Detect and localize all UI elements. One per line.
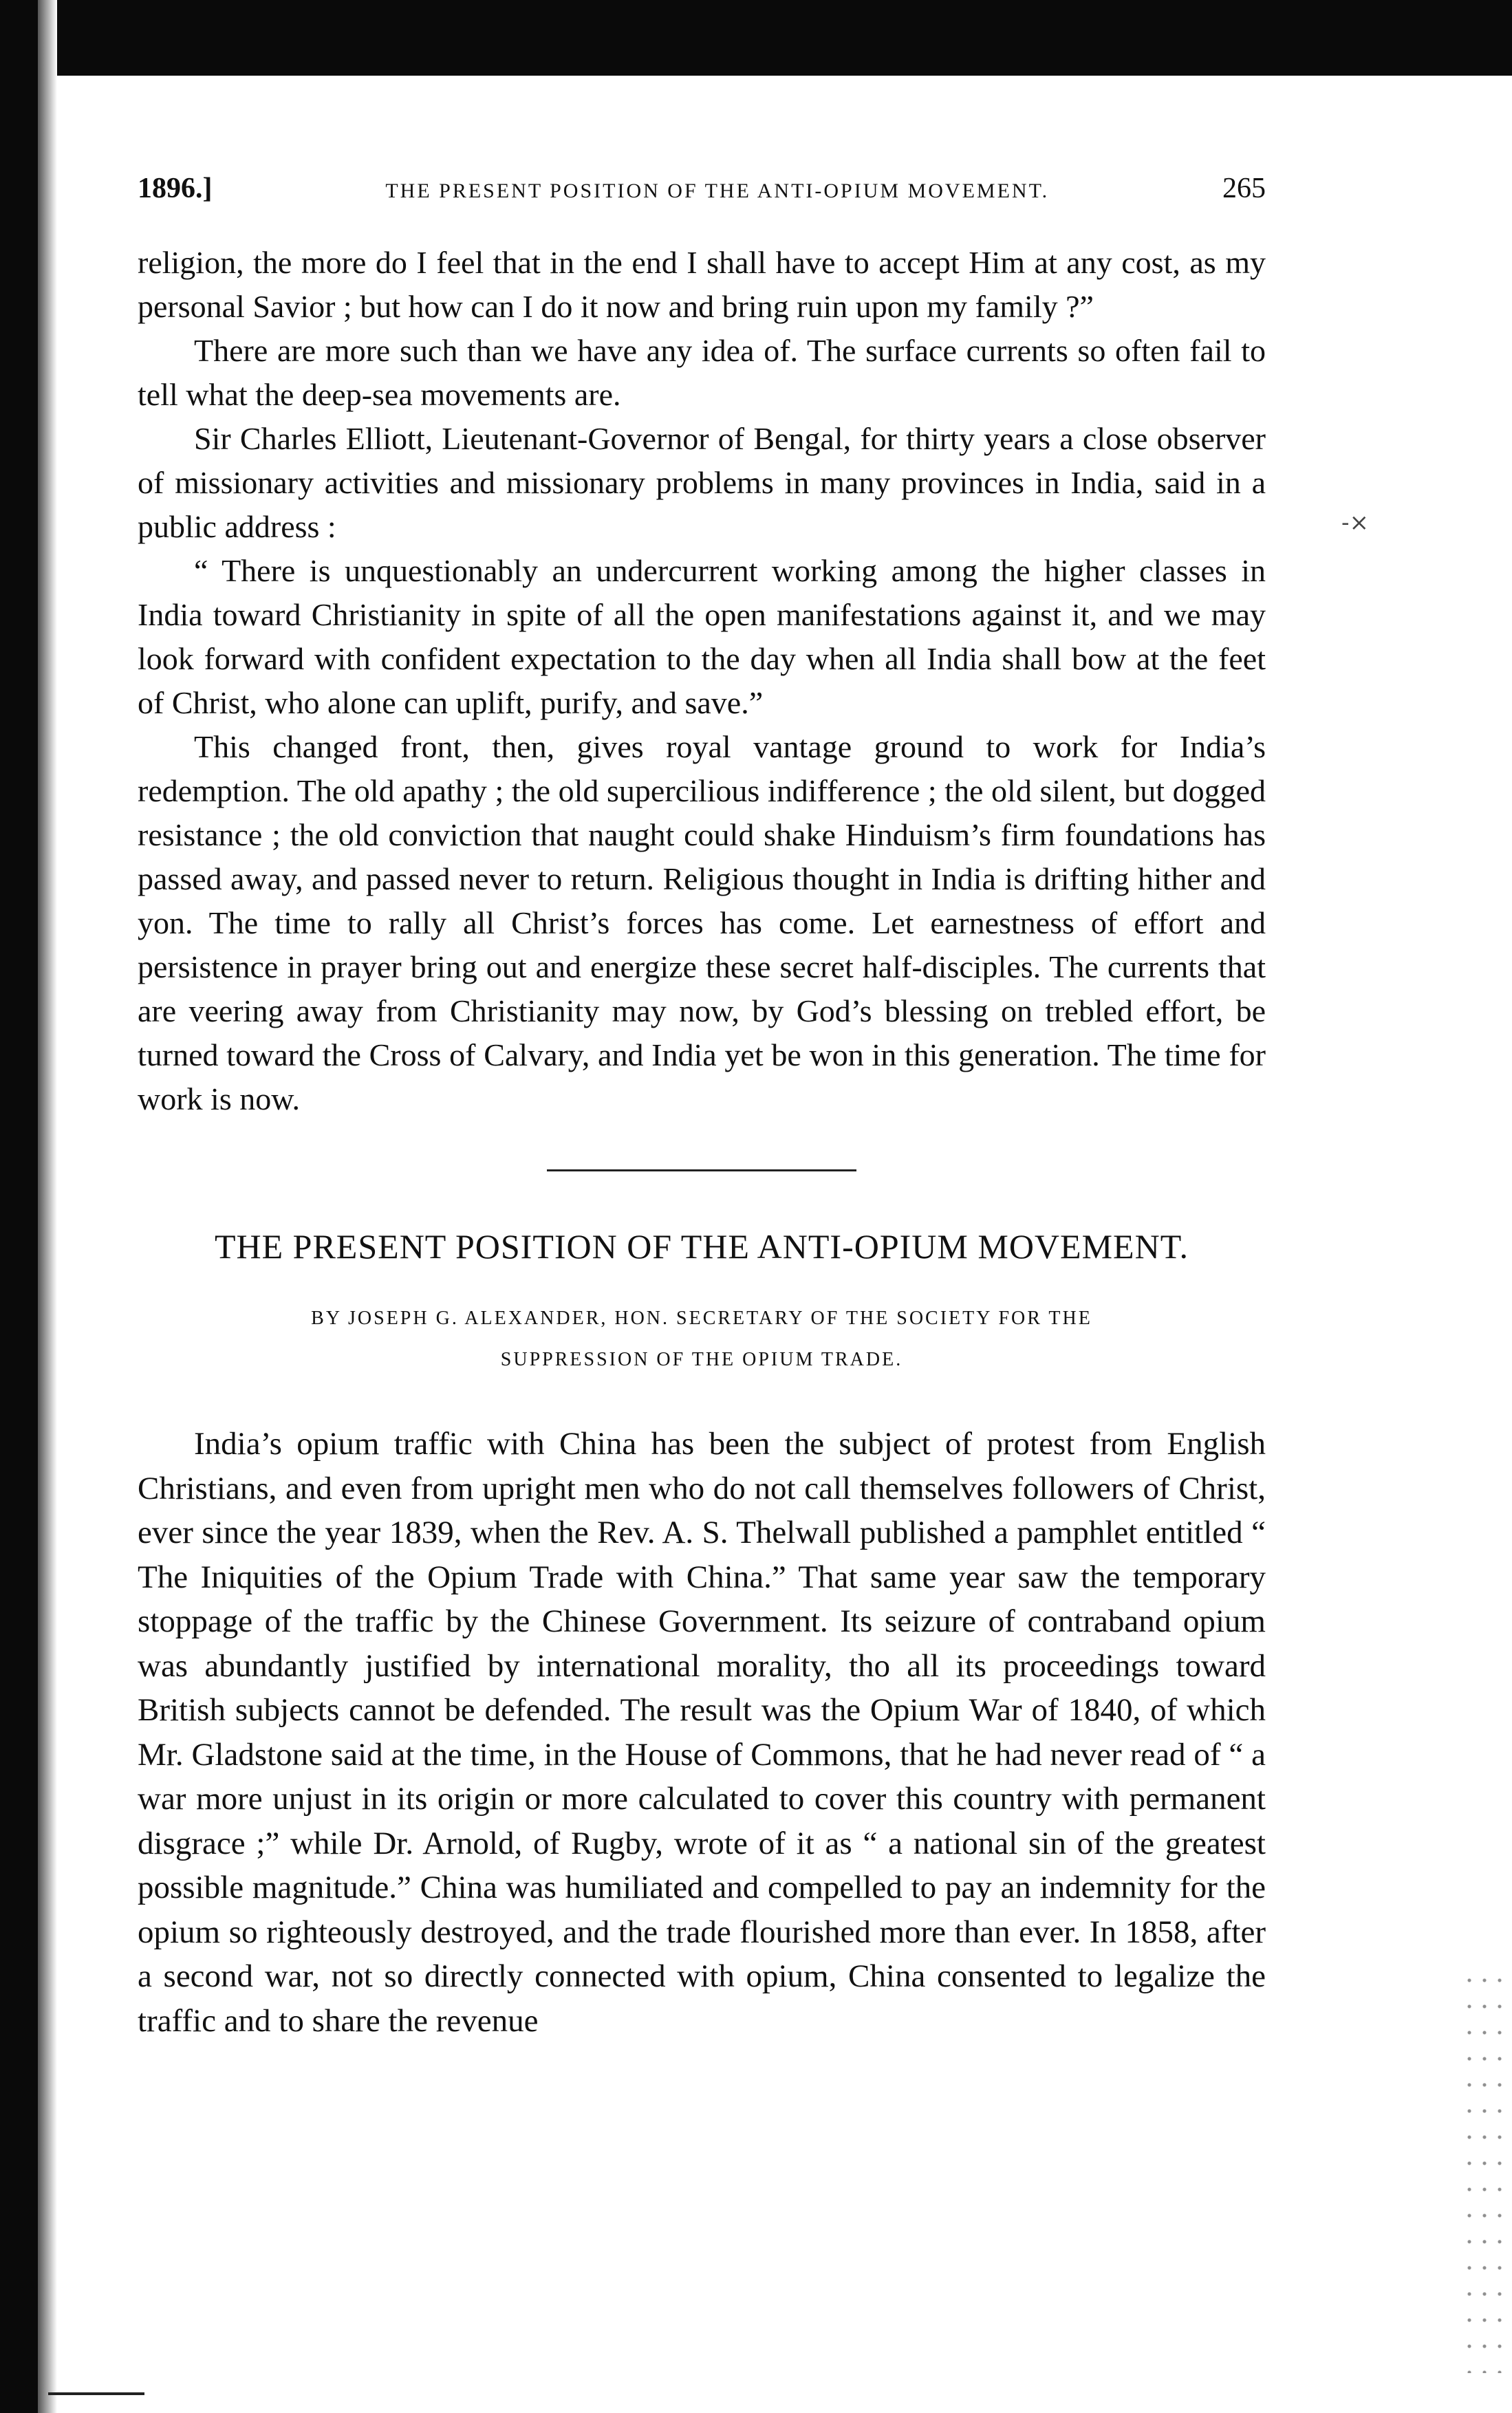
continued-text bbox=[138, 241, 1266, 1121]
article-title: THE PRESENT POSITION OF THE ANTI-OPIUM MOVEMENT. bbox=[214, 1227, 1189, 1266]
page bbox=[138, 172, 1266, 2043]
byline-line-2: SUPPRESSION OF THE OPIUM TRADE. bbox=[500, 1349, 903, 1370]
scan-left-border bbox=[0, 0, 38, 2413]
running-head bbox=[138, 172, 1266, 213]
running-head-year: 1896.] bbox=[138, 173, 213, 204]
margin-ink-mark: -⨯ bbox=[1341, 509, 1369, 537]
section-divider bbox=[547, 1169, 856, 1171]
article-body bbox=[138, 1422, 1266, 2043]
byline-line-1: BY JOSEPH G. ALEXANDER, HON. SECRETARY OF THE SOCIETY FOR THE bbox=[311, 1308, 1092, 1329]
paragraph: This changed front, then, gives royal vantage ground to work for India’s redemption. The old apathy ; the old supercilious indifference ; the old silent, but dogged resistance ; the old conviction that naught could shake Hinduism’s firm foundations has passed away, and passed never to return. Religious thought in India is drifting hither and yon. The time to rally all Christ’s forces has come. Let earnestness of effort and persistence in prayer bring out and energize these secret half-disciples. The currents that are veering away from Christianity may now, by God’s blessing on trebled effort, be turned toward the Cross of Calvary, and India yet be won in this generation. The time for work is now. bbox=[138, 729, 1266, 1116]
byline bbox=[138, 1298, 1266, 1381]
running-head-title: THE PRESENT POSITION OF THE ANTI-OPIUM MOVEMENT. bbox=[385, 180, 1050, 202]
scan-edge-shadow bbox=[38, 0, 57, 2413]
scan-top-border bbox=[0, 0, 1512, 76]
page-number: 265 bbox=[1222, 173, 1266, 204]
paragraph: Sir Charles Elliott, Lieutenant-Governor of Bengal, for thirty years a close observer of missionary activities and missionary problems in many provinces in India, said in a public address : bbox=[138, 421, 1266, 544]
paragraph: There are more such than we have any idea of. The surface currents so often fail to tell what the deep-sea movements are. bbox=[138, 333, 1266, 412]
paragraph: religion, the more do I feel that in the end I shall have to accept Him at any cost, as my personal Savior ; but how can I do it now and bring ruin upon my family ?” bbox=[138, 245, 1266, 324]
paragraph: India’s opium traffic with China has been the subject of protest from English Christians, and even from upright men who do not call themselves followers of Christ, ever since the year 1839, when the Rev. A. S. Thelwall published a pamphlet entitled “ The Iniquities of the Opium Trade with China.” That same year saw the temporary stoppage of the traffic by the Chinese Government. Its seizure of contraband opium was abundantly justified by international morality, tho all its proceedings toward British subjects cannot be defended. The result was the Opium War of 1840, of which Mr. Gladstone said at the time, in the House of Commons, that he had never read of “ a war more unjust in its origin or more calculated to cover this country with permanent disgrace ;” while Dr. Arnold, of Rugby, wrote of it as “ a national sin of the greatest possible magnitude.” China was humiliated and compelled to pay an indemnity for the opium so righteously destroyed, and the trade flourished more than ever. In 1858, after a second war, not so directly connected with opium, China consented to legalize the traffic and to share the revenue bbox=[138, 1426, 1266, 2039]
scan-bottom-rule bbox=[48, 2392, 144, 2395]
margin-specks bbox=[1462, 1967, 1503, 2373]
quotation-paragraph: “ There is unquestionably an undercurrent working among the higher classes in India toward Christianity in spite of all the open manifestations against it, and we may look forward with confident expectation to the day when all India shall bow at the feet of Christ, who alone can uplift, purify, and save.” bbox=[138, 553, 1266, 720]
